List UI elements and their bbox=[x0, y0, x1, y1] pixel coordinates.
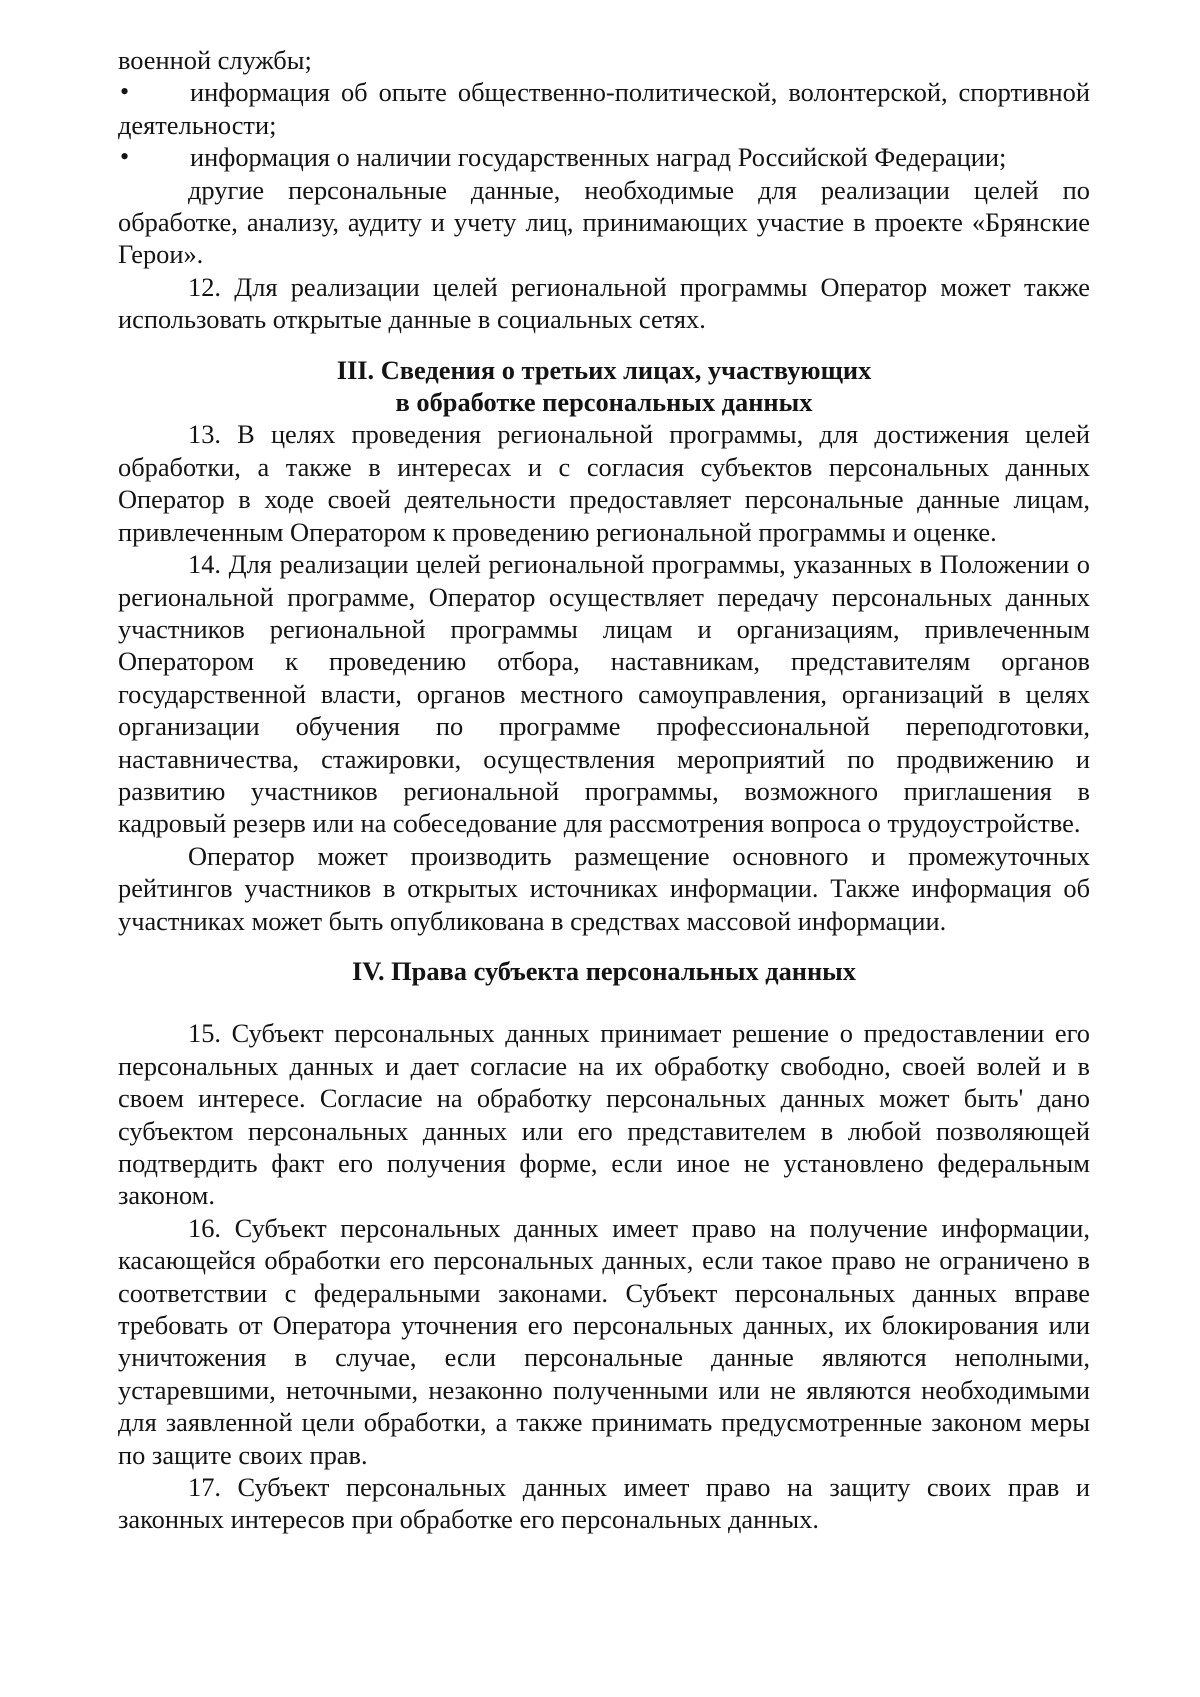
paragraph-12: 12. Для реализации целей региональной программы Оператор может также использовать открытые данные в социальных сетях. bbox=[118, 271, 1090, 335]
paragraph-14: 14. Для реализации целей региональной программы, указанных в Положении о региональной программе, Оператор осуществляет передачу персональных данных участников региональной программы лицам и организациям, привлеченным Оператором к проведению отбора, наставникам, представителям органов государственной власти, органов местного самоуправления, организаций в целях организации обучения по программе профессиональной переподготовки, наставничества, стажировки, осуществления мероприятий по продвижению и развитию участников региональной программы, возможного приглашения в кадровый резерв или на собеседование для рассмотрения вопроса о трудоустройстве. bbox=[118, 549, 1090, 839]
document-page bbox=[118, 44, 1090, 1536]
bullet-item bbox=[118, 141, 1090, 173]
bullet-item bbox=[118, 76, 1090, 141]
bullet-icon: • bbox=[120, 77, 130, 107]
section-4-title: IV. Права субъекта персональных данных bbox=[352, 955, 856, 986]
intro-line: военной службы; bbox=[118, 45, 312, 75]
section-3-title-line2: в обработке персональных данных bbox=[395, 387, 813, 418]
paragraph-16: 16. Субъект персональных данных имеет право на получение информации, касающейся обработки его персональных данных, если такое право не ограничено в соответствии с федеральными законами. Субъект персональных данных вправе требовать от Оператора уточнения его персональных данных, их блокирования или уничтожения в случае, если персональные данные являются неполными, устаревшими, неточными, незаконно полученными или не являются необходимыми для заявленной цели обработки, а также принимать предусмотренные законом меры по защите своих прав. bbox=[118, 1212, 1090, 1470]
section-3-title-line1: III. Сведения о третьих лицах, участвующих bbox=[336, 354, 872, 385]
bullet-text: информация о наличии государственных наград Российской Федерации; bbox=[190, 142, 1007, 173]
paragraph-rating: Оператор может производить размещение основного и промежуточных рейтингов участников в открытых источниках информации. Также информация об участниках может быть опубликована в средствах массовой информации. bbox=[118, 840, 1090, 936]
paragraph-13: 13. В целях проведения региональной программы, для достижения целей обработки, а также в интересах и с согласия субъектов персональных данных Оператор в ходе своей деятельности предоставляет персональные данные лицам, привлеченным Оператором к проведению региональной программы и оценке. bbox=[118, 419, 1090, 547]
bullet-text: информация об опыте общественно-политической, волонтерской, спортивной деятельности; bbox=[118, 77, 1090, 140]
section-3-heading bbox=[118, 354, 1090, 419]
section-4-heading bbox=[118, 955, 1090, 987]
paragraph-17: 17. Субъект персональных данных имеет право на защиту своих прав и законных интересов при обработке его персональных данных. bbox=[118, 1472, 1090, 1535]
paragraph-15: 15. Субъект персональных данных принимает решение о предоставлении его персональных данных и дает согласие на их обработку свободно, своей волей и в своем интересе. Согласие на обработку персональных данных может быть' дано субъектом персональных данных или его представителем в любой позволяющей подтвердить факт его получения форме, если иное не установлено федеральным законом. bbox=[118, 1018, 1090, 1211]
paragraph-other-data: другие персональные данные, необходимые для реализации целей по обработке, анализу, аудиту и учету лиц, принимающих участие в проекте «Брянские Герои». bbox=[118, 174, 1090, 270]
bullet-icon: • bbox=[120, 142, 130, 172]
